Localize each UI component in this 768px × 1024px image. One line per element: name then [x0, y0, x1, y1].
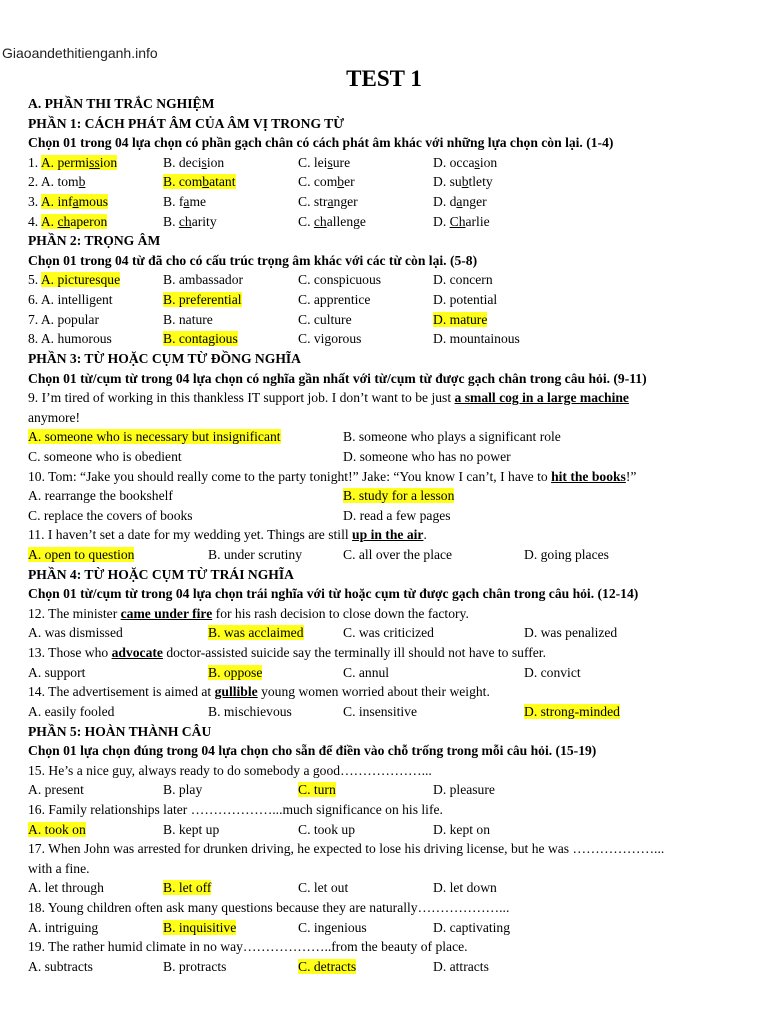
text-segment: C. someone who is obedient — [28, 448, 182, 464]
highlighted-answer-text: B. inquisitive — [163, 919, 237, 935]
options-row — [28, 918, 748, 938]
answer-option — [28, 290, 113, 310]
text-segment: C. — [298, 213, 314, 229]
answer-option — [524, 663, 581, 683]
question-text — [28, 937, 748, 957]
highlighted-answer-text: C. turn — [298, 782, 336, 798]
options-row — [28, 878, 748, 898]
answer-option — [524, 623, 617, 643]
highlighted-answer-text: mous — [78, 194, 109, 210]
options-row — [28, 780, 748, 800]
answer-option — [343, 702, 417, 722]
text-segment: s — [327, 154, 333, 170]
text-segment: with a fine. — [28, 860, 90, 876]
options-row — [28, 702, 748, 722]
underlined-phrase: came under fire — [120, 605, 213, 621]
options-row — [28, 447, 748, 467]
text-segment: me — [189, 194, 207, 210]
answer-option — [343, 545, 452, 565]
text-segment: . — [423, 527, 427, 543]
options-row — [28, 486, 748, 506]
text-segment: D. going places — [524, 547, 609, 563]
answer-option — [524, 545, 609, 565]
text-segment: tlety — [468, 174, 493, 190]
answer-option — [433, 918, 510, 938]
answer-option — [208, 663, 262, 683]
options-row — [28, 427, 748, 447]
answer-option — [28, 329, 112, 349]
answer-option — [28, 427, 281, 447]
text-segment: b — [78, 174, 86, 190]
text-segment: D. — [433, 213, 450, 229]
answer-option — [163, 192, 206, 212]
options-row — [28, 172, 748, 192]
text-segment: young women worried about their weight. — [257, 684, 490, 700]
text-segment: B. nature — [163, 311, 213, 327]
text-segment: D. someone who has no power — [343, 448, 511, 464]
text-segment: B. kept up — [163, 821, 220, 837]
text-segment: D. pleasure — [433, 782, 495, 798]
highlighted-answer-text: a — [72, 194, 79, 210]
page-title: TEST 1 — [346, 66, 422, 91]
answer-option — [433, 270, 493, 290]
options-row — [28, 290, 748, 310]
answer-option — [28, 270, 120, 290]
text-segment: B. — [163, 213, 179, 229]
highlighted-answer-text: D. strong-minded — [524, 703, 620, 719]
question-text — [28, 898, 748, 918]
options-row — [28, 192, 748, 212]
answer-option — [433, 172, 493, 192]
question-text — [28, 839, 748, 859]
answer-option — [28, 878, 104, 898]
highlighted-answer-text: C. detracts — [298, 958, 357, 974]
underlined-phrase: advocate — [111, 645, 163, 661]
text-segment: 8. A. humorous — [28, 331, 112, 347]
text-segment: C. was criticized — [343, 625, 434, 641]
text-segment: C. all over the place — [343, 547, 453, 563]
text-segment: 13. Those who — [28, 645, 112, 661]
text-segment: B. under scrutiny — [208, 547, 303, 563]
section-heading: PHẦN 3: TỪ HOẶC CỤM TỪ ĐỒNG NGHĨA — [28, 350, 302, 366]
answer-option — [163, 957, 226, 977]
answer-option — [433, 290, 497, 310]
text-segment: C. conspicuous — [298, 272, 382, 288]
text-segment: 10. Tom: “Jake you should really come to the party tonight!” Jake: “You know I can’t, I have to — [28, 468, 552, 484]
section-heading: A. PHẦN THI TRẮC NGHIỆM — [28, 96, 215, 111]
answer-option — [433, 820, 490, 840]
text-segment: anymore! — [28, 409, 81, 425]
answer-option — [298, 192, 358, 212]
text-segment: arity — [191, 213, 217, 229]
text-segment: er — [344, 174, 355, 190]
text-segment: D. kept on — [433, 821, 491, 837]
highlighted-answer-text: A. took on — [28, 821, 86, 837]
highlighted-answer-text: ch — [57, 213, 71, 229]
text-segment: C. com — [298, 174, 338, 190]
question-text — [28, 800, 748, 820]
text-segment: C. insensitive — [343, 703, 418, 719]
options-row — [28, 310, 748, 330]
text-segment: b — [337, 174, 345, 190]
answer-option — [343, 486, 454, 506]
answer-option — [28, 957, 93, 977]
text-segment: A. was dismissed — [28, 625, 123, 641]
text-segment: 15. He’s a nice guy, always ready to do somebody a good………………... — [28, 762, 432, 778]
text-segment: a — [327, 194, 334, 210]
text-segment: ion — [206, 154, 225, 170]
highlighted-answer-text: A. inf — [40, 194, 73, 210]
text-segment: ion — [479, 154, 498, 170]
answer-option — [163, 329, 238, 349]
text-segment: 6. A. intelligent — [28, 292, 113, 308]
answer-option — [298, 212, 366, 232]
text-segment: A. intriguing — [28, 919, 99, 935]
answer-option — [208, 623, 304, 643]
options-row — [28, 623, 748, 643]
text-segment: C. culture — [298, 311, 352, 327]
text-segment: B. f — [163, 194, 184, 210]
text-segment: D. let down — [433, 880, 497, 896]
options-row — [28, 270, 748, 290]
highlighted-answer-text: B. contagious — [163, 331, 238, 347]
text-segment: B. play — [163, 782, 203, 798]
section-heading: Chọn 01 lựa chọn đúng trong 04 lựa chọn cho sẵn để điền vào chỗ trống trong mỗi câu hỏi. (15-19) — [28, 743, 597, 759]
highlighted-answer-text: A. open to question — [28, 547, 135, 563]
answer-option — [524, 702, 620, 722]
answer-option — [433, 192, 487, 212]
highlighted-answer-text: aperon — [70, 213, 108, 229]
section-heading: Chọn 01 từ/cụm từ trong 04 lựa chọn trái nghĩa với từ hoặc cụm từ được gạch chân trong câu hỏi. (12-14) — [28, 586, 639, 602]
answer-option — [163, 270, 243, 290]
answer-option — [28, 153, 117, 173]
text-segment: 3. — [28, 194, 41, 210]
watermark: Giaoandethitienganh.info — [2, 45, 158, 61]
options-row — [28, 820, 748, 840]
text-segment: 11. I haven’t set a date for my wedding yet. Things are still — [28, 527, 353, 543]
answer-option — [433, 212, 490, 232]
text-segment: 16. Family relationships later ………………...much significance on his life. — [28, 801, 443, 817]
highlighted-answer-text: B. study for a lesson — [343, 488, 455, 504]
answer-option — [433, 957, 489, 977]
section-heading: Chọn 01 từ/cụm từ trong 04 lựa chọn có nghĩa gần nhất với từ/cụm từ được gạch chân trong câu hỏi. (9-11) — [28, 370, 647, 386]
answer-option — [28, 702, 114, 722]
options-row — [28, 957, 748, 977]
underlined-phrase: hit the books — [551, 468, 626, 484]
text-segment: 2. A. tom — [28, 174, 79, 190]
question-text — [28, 525, 748, 545]
answer-option — [298, 780, 336, 800]
question-text — [28, 388, 748, 408]
text-segment: C. replace the covers of books — [28, 507, 193, 523]
text-segment: A. rearrange the bookshelf — [28, 488, 173, 504]
text-segment: C. annul — [343, 664, 390, 680]
text-segment: 14. The advertisement is aimed at — [28, 684, 215, 700]
text-segment: D. su — [433, 174, 462, 190]
answer-option — [343, 427, 561, 447]
highlighted-answer-text: B. let off — [163, 880, 212, 896]
underlined-phrase: up in the air — [352, 527, 424, 543]
text-segment: 12. The minister — [28, 605, 121, 621]
answer-option — [298, 918, 367, 938]
answer-option — [433, 310, 487, 330]
answer-option — [343, 447, 511, 467]
text-segment: A. easily fooled — [28, 703, 115, 719]
text-segment: D. potential — [433, 292, 498, 308]
options-row — [28, 506, 748, 526]
answer-option — [28, 780, 84, 800]
text-segment: 18. Young children often ask many questions because they are naturally………………... — [28, 899, 510, 915]
text-segment: nger — [462, 194, 487, 210]
text-segment: B. ambassador — [163, 272, 244, 288]
test-document — [28, 94, 748, 976]
answer-option — [298, 310, 352, 330]
text-segment: D. read a few pages — [343, 507, 451, 523]
text-segment: D. d — [433, 194, 457, 210]
text-segment: B. mischievous — [208, 703, 292, 719]
section-heading: PHẦN 5: HOÀN THÀNH CÂU — [28, 723, 212, 739]
text-segment: B. protracts — [163, 958, 227, 974]
answer-option — [343, 663, 389, 683]
answer-option — [298, 290, 370, 310]
highlighted-answer-text: A. picturesque — [40, 272, 121, 288]
text-segment: allenge — [326, 213, 366, 229]
text-segment: D. captivating — [433, 919, 511, 935]
highlighted-answer-text: B. preferential — [163, 292, 242, 308]
answer-option — [163, 172, 236, 192]
text-segment: for his rash decision to close down the factory. — [212, 605, 469, 621]
answer-option — [163, 918, 236, 938]
answer-option — [163, 820, 219, 840]
options-row — [28, 329, 748, 349]
text-segment: C. lei — [298, 154, 328, 170]
text-segment: C. let out — [298, 880, 349, 896]
answer-option — [433, 878, 497, 898]
answer-option — [433, 329, 520, 349]
options-row — [28, 212, 748, 232]
options-row — [28, 545, 748, 565]
text-segment: s — [201, 154, 207, 170]
text-segment: C. apprentice — [298, 292, 371, 308]
highlighted-answer-text: A. someone who is necessary but insignificant — [28, 429, 281, 445]
text-segment: D. mountainous — [433, 331, 520, 347]
answer-option — [28, 506, 193, 526]
section-heading: PHẦN 4: TỪ HOẶC CỤM TỪ TRÁI NGHĨA — [28, 566, 294, 582]
text-segment: A. subtracts — [28, 958, 93, 974]
answer-option — [28, 918, 98, 938]
text-segment: C. str — [298, 194, 328, 210]
highlighted-answer-text: B. was acclaimed — [208, 625, 304, 641]
answer-option — [28, 545, 134, 565]
text-segment: !” — [625, 468, 637, 484]
answer-option — [208, 545, 302, 565]
question-text — [28, 859, 748, 879]
answer-option — [343, 623, 434, 643]
options-row — [28, 153, 748, 173]
text-segment: 19. The rather humid climate in no way………………..from the beauty of place. — [28, 939, 468, 955]
highlighted-answer-text: atant — [209, 174, 236, 190]
answer-option — [28, 820, 86, 840]
text-segment: Ch — [449, 213, 466, 229]
answer-option — [343, 506, 451, 526]
answer-option — [163, 878, 211, 898]
answer-option — [28, 486, 173, 506]
answer-option — [433, 780, 495, 800]
answer-option — [208, 702, 292, 722]
question-text — [28, 682, 748, 702]
section-heading: Chọn 01 trong 04 lựa chọn có phần gạch chân có cách phát âm khác với những lựa chọn còn lại. (1-4) — [28, 135, 614, 151]
highlighted-answer-text: ss — [89, 154, 100, 170]
answer-option — [298, 329, 361, 349]
text-segment: doctor-assisted suicide say the terminally ill should not have to suffer. — [162, 645, 546, 661]
question-text — [28, 467, 748, 487]
answer-option — [298, 172, 355, 192]
text-segment: D. occa — [433, 154, 475, 170]
text-segment: s — [474, 154, 480, 170]
text-segment: 7. A. popular — [28, 311, 99, 327]
section-heading: PHẦN 1: CÁCH PHÁT ÂM CỦA ÂM VỊ TRONG TỪ — [28, 115, 345, 131]
options-row — [28, 663, 748, 683]
text-segment: C. vigorous — [298, 331, 362, 347]
text-segment: D. concern — [433, 272, 493, 288]
answer-option — [298, 820, 355, 840]
question-text — [28, 408, 748, 428]
highlighted-answer-text: ion — [99, 154, 118, 170]
answer-option — [163, 153, 224, 173]
answer-option — [298, 153, 350, 173]
text-segment: 5. — [28, 272, 41, 288]
section-heading: Chọn 01 trong 04 từ đã cho có cấu trúc trọng âm khác với các từ còn lại. (5-8) — [28, 252, 478, 268]
text-segment: D. attracts — [433, 958, 489, 974]
text-segment: ch — [178, 213, 192, 229]
text-segment: A. present — [28, 782, 84, 798]
highlighted-answer-text: A. permi — [40, 154, 90, 170]
text-segment: a — [456, 194, 463, 210]
answer-option — [28, 212, 107, 232]
text-segment: D. was penalized — [524, 625, 618, 641]
answer-option — [163, 310, 213, 330]
answer-option — [298, 878, 348, 898]
answer-option — [298, 270, 381, 290]
answer-option — [163, 212, 217, 232]
answer-option — [163, 290, 242, 310]
answer-option — [28, 192, 108, 212]
text-segment: C. ingenious — [298, 919, 367, 935]
answer-option — [28, 172, 85, 192]
highlighted-answer-text: B. com — [163, 174, 203, 190]
text-segment: A. let through — [28, 880, 104, 896]
answer-option — [28, 447, 182, 467]
question-text — [28, 604, 748, 624]
highlighted-answer-text: A. — [40, 213, 58, 229]
text-segment: 9. I’m tired of working in this thankless IT support job. I don’t want to be just — [28, 390, 455, 406]
answer-option — [298, 957, 356, 977]
underlined-phrase: gullible — [214, 684, 258, 700]
text-segment: 4. — [28, 213, 41, 229]
text-segment: 1. — [28, 154, 41, 170]
highlighted-answer-text: B. oppose — [208, 664, 263, 680]
text-segment: ure — [332, 154, 351, 170]
highlighted-answer-text: b — [202, 174, 210, 190]
text-segment: B. someone who plays a significant role — [343, 429, 561, 445]
answer-option — [28, 310, 99, 330]
text-segment: 17. When John was arrested for drunken driving, he expected to lose his driving license, but he was ………………... — [28, 841, 665, 857]
text-segment: A. support — [28, 664, 86, 680]
text-segment: b — [461, 174, 469, 190]
underlined-phrase: a small cog in a large machine — [454, 390, 629, 406]
question-text — [28, 643, 748, 663]
answer-option — [433, 153, 497, 173]
text-segment: D. convict — [524, 664, 581, 680]
answer-option — [163, 780, 202, 800]
answer-option — [28, 623, 123, 643]
text-segment: arlie — [465, 213, 490, 229]
answer-option — [28, 663, 85, 683]
text-segment: C. took up — [298, 821, 356, 837]
question-text — [28, 761, 748, 781]
text-segment: ch — [313, 213, 327, 229]
text-segment: a — [183, 194, 190, 210]
highlighted-answer-text: D. mature — [433, 311, 488, 327]
section-heading: PHẦN 2: TRỌNG ÂM — [28, 233, 161, 249]
text-segment: nger — [333, 194, 358, 210]
text-segment: B. deci — [163, 154, 202, 170]
